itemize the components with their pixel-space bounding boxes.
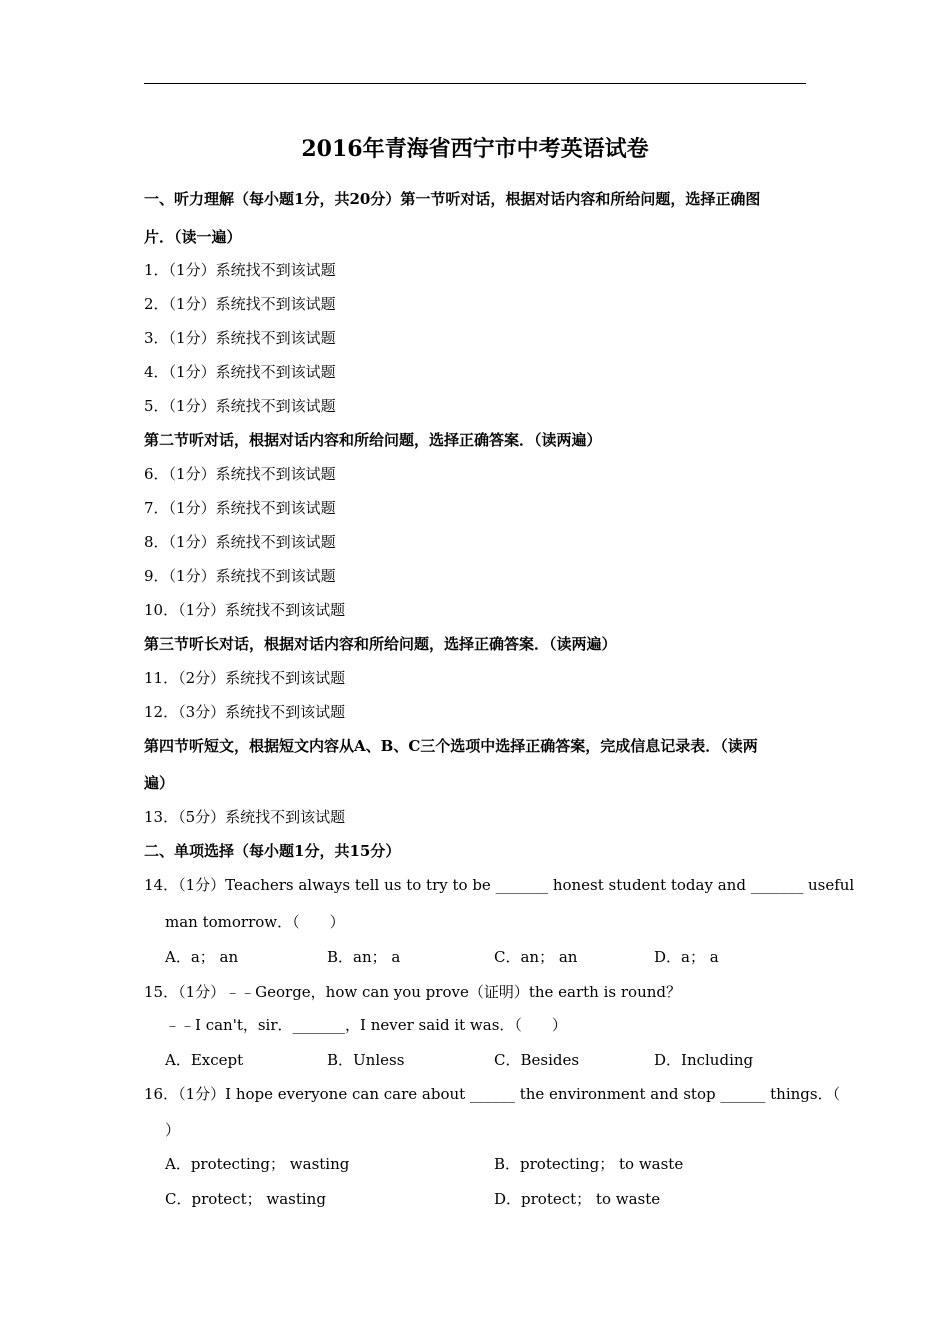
q15-option-b: B．Unless [327, 1051, 405, 1069]
question-10: 10．（1分）系统找不到该试题 [144, 601, 346, 619]
part1-heading-cont: 片．（读一遍） [144, 228, 242, 246]
question-12: 12．（3分）系统找不到该试题 [144, 703, 346, 721]
question-13: 13．（5分）系统找不到该试题 [144, 808, 346, 826]
section2-heading: 第二节听对话，根据对话内容和所给问题，选择正确答案．（读两遍） [144, 431, 602, 449]
q16-option-b: B．protecting； to waste [494, 1155, 684, 1173]
q14-option-b: B．an； a [327, 948, 401, 966]
question-11: 11．（2分）系统找不到该试题 [144, 669, 346, 687]
question-4: 4．（1分）系统找不到该试题 [144, 363, 336, 381]
question-14: 14．（1分）Teachers always tell us to try to be _______ honest student today and _______ useful [144, 876, 855, 894]
question-16: 16．（1分）I hope everyone can care about ______ the environment and stop ______ things．（ [144, 1085, 841, 1103]
q16-option-c: C．protect； wasting [165, 1190, 326, 1208]
question-6: 6．（1分）系统找不到该试题 [144, 465, 336, 483]
question-8: 8．（1分）系统找不到该试题 [144, 533, 336, 551]
question-15: 15．（1分）﹣﹣George，how can you prove（证明）the earth is round？ [144, 983, 681, 1001]
header-rule [144, 83, 806, 84]
page-title: 2016年青海省西宁市中考英语试卷 [301, 136, 649, 162]
question-7: 7．（1分）系统找不到该试题 [144, 499, 336, 517]
question-16-cont: ） [165, 1121, 181, 1139]
part1-heading: 一、听力理解（每小题1分，共20分）第一节听对话，根据对话内容和所给问题，选择正确图 [144, 190, 761, 208]
q15-option-d: D．Including [654, 1051, 754, 1069]
q15-option-a: A．Except [165, 1051, 244, 1069]
section4-heading: 第四节听短文，根据短文内容从A、B、C三个选项中选择正确答案，完成信息记录表．（读两 [144, 737, 758, 755]
q15-option-c: C．Besides [494, 1051, 580, 1069]
question-3: 3．（1分）系统找不到该试题 [144, 329, 336, 347]
question-1: 1．（1分）系统找不到该试题 [144, 261, 336, 279]
part2-heading: 二、单项选择（每小题1分，共15分） [144, 842, 401, 860]
q16-option-d: D．protect； to waste [494, 1190, 661, 1208]
q16-option-a: A．protecting； wasting [165, 1155, 350, 1173]
question-5: 5．（1分）系统找不到该试题 [144, 397, 336, 415]
question-2: 2．（1分）系统找不到该试题 [144, 295, 336, 313]
q14-option-d: D．a； a [654, 948, 719, 966]
question-15-cont: ﹣﹣I can't，sir．_______，I never said it was．（ ） [165, 1016, 567, 1034]
q14-option-a: A．a； an [165, 948, 239, 966]
question-9: 9．（1分）系统找不到该试题 [144, 567, 336, 585]
section4-heading-cont: 遍） [144, 774, 175, 792]
question-14-cont: man tomorrow．（ ） [165, 913, 345, 931]
section3-heading: 第三节听长对话，根据对话内容和所给问题，选择正确答案．（读两遍） [144, 635, 617, 653]
q14-option-c: C．an； an [494, 948, 578, 966]
